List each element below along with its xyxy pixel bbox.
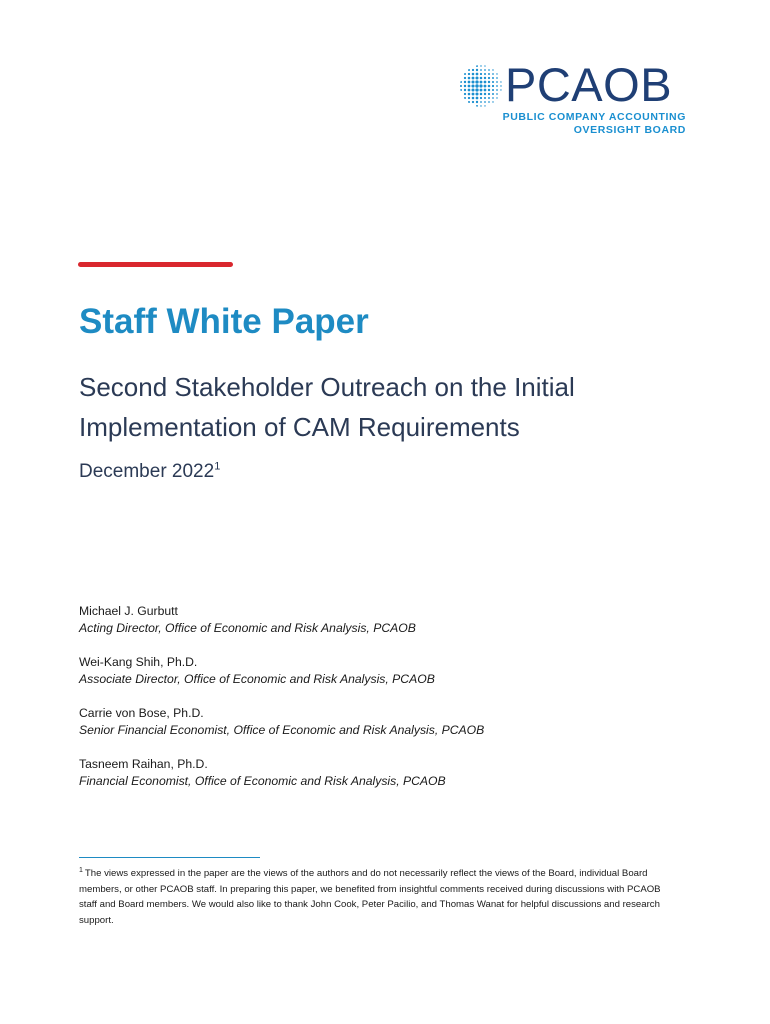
title-accent-rule <box>78 262 233 267</box>
author-entry <box>79 756 699 790</box>
footnote-text: The views expressed in the paper are the views of the authors and do not necessarily reflect the views of the Board, individual Board members, or other PCAOB staff. In preparing this paper, we benefited from insightful comments received during discussions with PCAOB staff and Board members. We would also like to thank John Cook, Peter Pacilio, and Thomas Wanat for helpful discussions and research support. <box>79 868 661 926</box>
footnote-divider <box>79 857 260 858</box>
author-role: Associate Director, Office of Economic and Risk Analysis, PCAOB <box>79 672 435 686</box>
footnote-reference[interactable]: 1 <box>214 460 221 473</box>
author-name: Wei-Kang Shih, Ph.D. <box>79 655 198 669</box>
globe-icon <box>458 63 504 109</box>
page-subtitle: Second Stakeholder Outreach on the Initial Implementation of CAM Requirements <box>79 372 575 442</box>
author-role: Senior Financial Economist, Office of Economic and Risk Analysis, PCAOB <box>79 723 485 737</box>
author-entry <box>79 654 699 688</box>
logo-subtitle-line2: OVERSIGHT BOARD <box>573 124 686 136</box>
footnote-mark: 1 <box>79 866 83 874</box>
author-role: Acting Director, Office of Economic and Risk Analysis, PCAOB <box>79 621 416 635</box>
author-role: Financial Economist, Office of Economic and Risk Analysis, PCAOB <box>79 774 446 788</box>
footnote <box>79 866 679 928</box>
author-name: Michael J. Gurbutt <box>79 604 178 618</box>
publication-date <box>79 461 220 483</box>
pcaob-logo <box>458 58 690 138</box>
author-entry <box>79 603 699 637</box>
author-name: Carrie von Bose, Ph.D. <box>79 706 204 720</box>
author-name: Tasneem Raihan, Ph.D. <box>79 757 208 771</box>
logo-subtitle-line1: PUBLIC COMPANY ACCOUNTING <box>502 111 686 123</box>
author-list <box>79 603 699 807</box>
page-title: Staff White Paper <box>79 302 369 341</box>
logo-wordmark: PCAOB <box>505 58 673 111</box>
author-entry <box>79 705 699 739</box>
date-text: December 2022 <box>79 461 215 482</box>
